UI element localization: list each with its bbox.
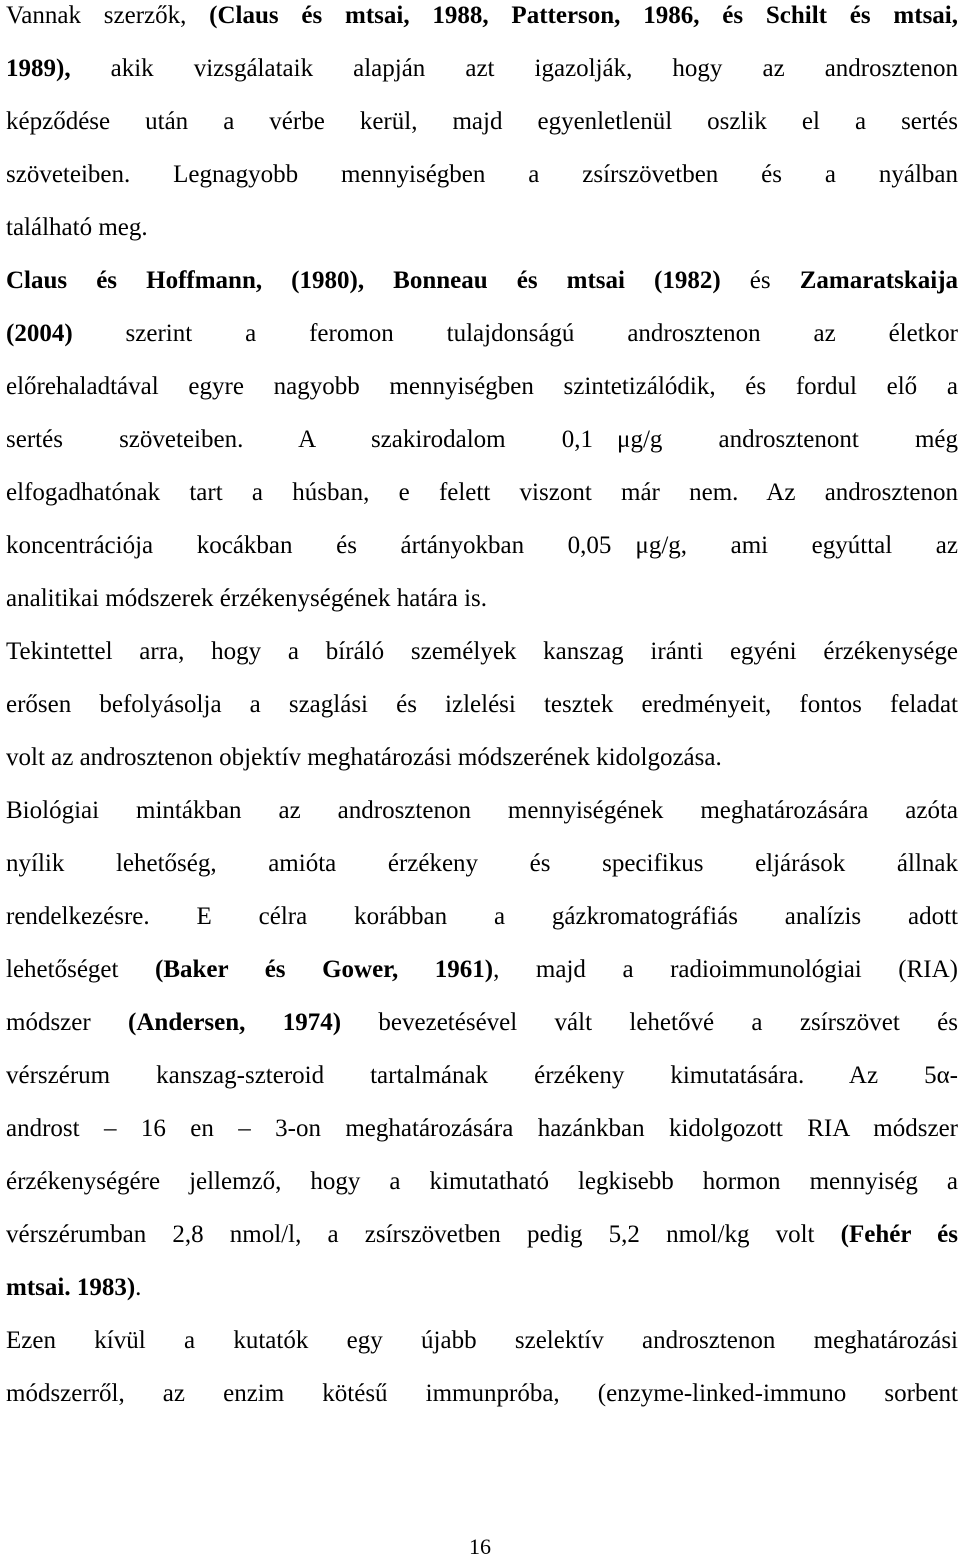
text-line — [6, 54, 958, 84]
text-run: vérszérumban 2,8 nmol/l, a zsírszövetben pedig 5,2 nmol/kg volt — [6, 1221, 841, 1248]
citation: mtsai. 1983) — [6, 1274, 136, 1301]
text-run: , majd a radioimmunológiai (RIA) — [493, 956, 958, 983]
text-line: előrehaladtával egyre nagyobb mennyiségben szintetizálódik, és fordul elő a — [6, 373, 958, 400]
text-line — [6, 1, 958, 31]
text-run: Vannak szerzők, — [6, 2, 210, 29]
text-run: módszer — [6, 1009, 129, 1036]
text-line: Tekintettel arra, hogy a bíráló személyek kanszag iránti egyéni érzékenysége — [6, 638, 958, 665]
text-line — [6, 266, 958, 296]
text-line: erősen befolyásolja a szaglási és izlelési tesztek eredményeit, fontos feladat — [6, 691, 958, 718]
text-line: Biológiai mintákban az androsztenon mennyiségének meghatározására azóta — [6, 797, 958, 824]
text-run: sertés szöveteiben. A szakirodalom 0,1 — [6, 426, 594, 453]
citation: (2004) — [6, 320, 73, 347]
text-line — [6, 955, 958, 985]
text-line — [6, 1273, 958, 1303]
text-line — [6, 319, 958, 349]
citation: (Baker és Gower, 1961) — [155, 956, 494, 983]
text-line: vérszérum kanszag-szteroid tartalmának érzékeny kimutatására. Az 5α- — [6, 1062, 958, 1089]
text-run: lehetőséget — [6, 956, 156, 983]
citation: Zamaratskaija — [799, 267, 958, 294]
text-line — [6, 1008, 958, 1038]
text-run: és — [720, 267, 800, 294]
text-line: szöveteiben. Legnagyobb mennyiségben a zsírszövetben és a nyálban — [6, 161, 958, 188]
text-line: Ezen kívül a kutatók egy újabb szelektív androsztenon meghatározási — [6, 1327, 958, 1354]
text-line: nyílik lehetőség, amióta érzékeny és specifikus eljárások állnak — [6, 850, 958, 877]
citation: Claus és Hoffmann, (1980), Bonneau és mtsai (1982) — [6, 267, 721, 294]
page-number: 16 — [469, 1534, 491, 1559]
text-line: androst – 16 en – 3-on meghatározására hazánkban kidolgozott RIA módszer — [6, 1115, 958, 1142]
text-run: μg/g androsztenont még — [617, 426, 958, 453]
text-run: bevezetésével vált lehetővé a zsírszövet és — [341, 1009, 958, 1036]
text-line: található meg. — [6, 214, 148, 241]
citation: 1989), — [6, 55, 71, 82]
text-run: μg/g, ami egyúttal az — [635, 532, 958, 559]
text-line — [6, 425, 958, 455]
text-line: volt az androsztenon objektív meghatározási módszerének kidolgozása. — [6, 744, 722, 771]
text-line: képződése után a vérbe kerül, majd egyenletlenül oszlik el a sertés — [6, 108, 958, 135]
text-run: akik vizsgálataik alapján azt igazolják, hogy az androsztenon — [70, 55, 958, 82]
citation: (Fehér és — [840, 1221, 958, 1248]
text-line — [6, 1220, 958, 1250]
text-line: analitikai módszerek érzékenységének határa is. — [6, 585, 488, 612]
citation: (Andersen, 1974) — [128, 1009, 342, 1036]
text-line: elfogadhatónak tart a húsban, e felett viszont már nem. Az androsztenon — [6, 479, 958, 506]
text-line: érzékenységére jellemző, hogy a kimutatható legkisebb hormon mennyiség a — [6, 1168, 958, 1195]
text-line: rendelkezésre. E célra korábban a gázkromatográfiás analízis adott — [6, 903, 958, 930]
citation: (Claus és mtsai, 1988, Patterson, 1986, és Schilt és mtsai, — [209, 2, 958, 29]
text-line — [6, 531, 958, 561]
text-line: módszerről, az enzim kötésű immunpróba, (enzyme-linked-immuno sorbent — [6, 1380, 958, 1407]
text-run: szerint a feromon tulajdonságú androsztenon az életkor — [72, 320, 958, 347]
text-run: koncentrációja kocákban és ártányokban 0,05 — [6, 532, 612, 559]
text-run: . — [135, 1274, 142, 1301]
